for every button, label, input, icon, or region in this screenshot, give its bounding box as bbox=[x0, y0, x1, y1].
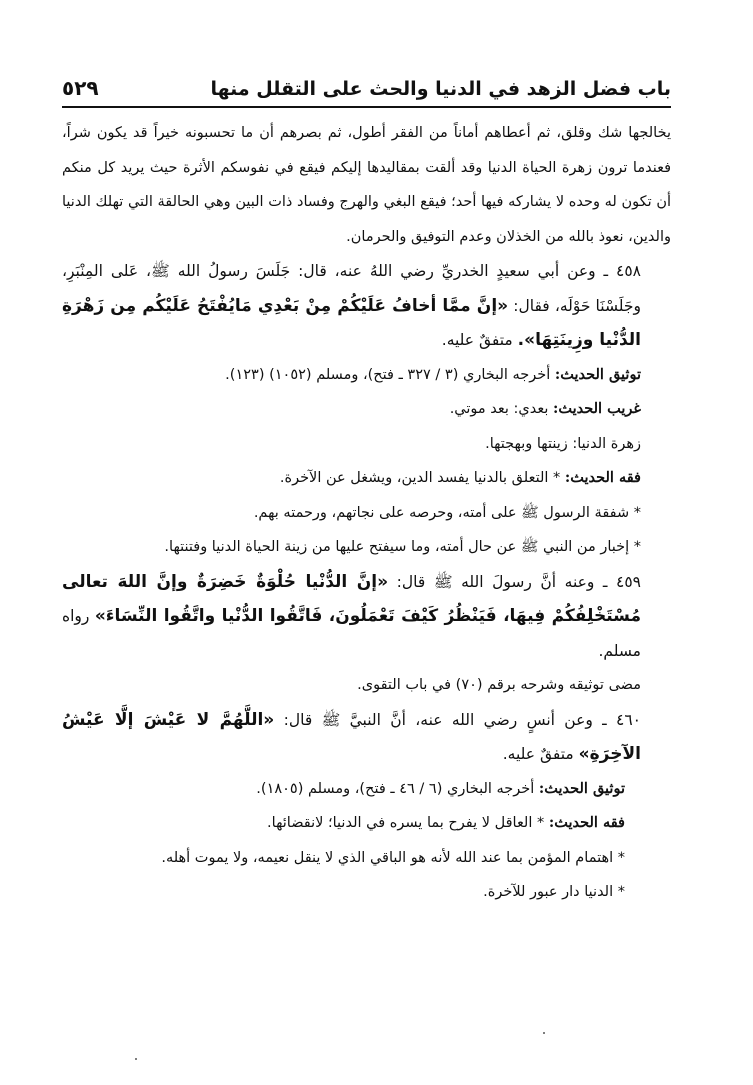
hadith-458-gharib bbox=[62, 392, 671, 427]
hadith-458-zahra: زهرة الدنيا: زينتها وبهجتها. bbox=[485, 435, 641, 452]
hadith-458-tawthiq bbox=[62, 358, 671, 393]
chapter-title: باب فضل الزهد في الدنيا والحث على التقلل منها bbox=[210, 78, 671, 100]
hadith-458-intro: ٤٥٨ ـ وعن أبي سعيدٍ الخدريِّ رضي اللهُ عنه، قال: جَلَسَ رسولُ الله ﷺ، عَلى المِنْبَرِ، وجَلَسْنَا حَوْلَه، فقال: bbox=[62, 262, 641, 315]
hadith-458-quote: «إنَّ ممَّا أخافُ عَلَيْكُمْ مِنْ بَعْدِي مَايُفْتَحُ عَلَيْكُم مِن زَهْرَةِ الدُّنْيا وزِينَتِهَا». bbox=[62, 295, 641, 350]
hadith-458-end: متفقٌ عليه. bbox=[441, 331, 513, 349]
gharib-text: بعدي: بعد موتي. bbox=[449, 401, 549, 417]
book-page bbox=[62, 66, 671, 910]
hadith-459 bbox=[62, 565, 671, 669]
hadith-460-quote: «اللَّهُمَّ لا عَيْشَ إلَّا عَيْشُ الآخِرَةِ» bbox=[62, 709, 641, 764]
tawthiq-label: توثيق الحديث: bbox=[538, 779, 625, 797]
hadith-459-note: مضى توثيقه وشرحه برقم (٧٠) في باب التقوى. bbox=[357, 677, 641, 693]
fiqh-point-2: * شفقة الرسول ﷺ على أمته، وحرصه على نجاتهم، ورحمته بهم. bbox=[253, 504, 641, 521]
hadith-460-intro: ٤٦٠ ـ وعن أنسٍ رضي الله عنه، أنَّ النبيَّ ﷺ قال: bbox=[283, 710, 641, 729]
hadith-460 bbox=[62, 703, 671, 772]
fiqh-point-3: * إخبار من النبي ﷺ عن حال أمته، وما سيفتح عليها من زينة الحياة الدنيا وفتنتها. bbox=[164, 539, 641, 555]
hadith-460-tawthiq bbox=[62, 772, 671, 807]
hadith-458 bbox=[62, 254, 671, 358]
page-body bbox=[62, 116, 671, 910]
fiqh-label: فقه الحديث: bbox=[548, 814, 625, 831]
hadith-460-fiqh bbox=[62, 806, 671, 841]
hadith-458-fiqh bbox=[62, 461, 671, 496]
gharib-label: غريب الحديث: bbox=[553, 400, 641, 417]
scan-speck bbox=[543, 1032, 545, 1034]
page-number: ٥٢٩ bbox=[62, 76, 99, 100]
scan-specks bbox=[0, 1050, 753, 1060]
fiqh-point-2: * اهتمام المؤمن بما عند الله لأنه هو الباقي الذي لا ينقل نعيمه، ولا يموت أهله. bbox=[161, 849, 625, 866]
fiqh-point-1: * التعلق بالدنيا يفسد الدين، ويشغل عن الآخرة. bbox=[279, 470, 561, 486]
hadith-460-end: متفقٌ عليه. bbox=[502, 745, 574, 763]
tawthiq-text: أخرجه البخاري (٦ / ٤٦ ـ فتح)، ومسلم (١٨٠٥). bbox=[256, 780, 535, 797]
fiqh-point-3: * الدنيا دار عبور للآخرة. bbox=[483, 884, 625, 900]
tawthiq-label: توثيق الحديث: bbox=[554, 365, 641, 383]
hadith-459-quote: «إنَّ الدُّنْيا حُلْوَةٌ خَضِرَةٌ وإنَّ اللهَ تعالى مُسْتَخْلِفُكُمْ فِيهَا، فَيَنْظُرُ كَيْفَ تَعْمَلُونَ، فَاتَّقُوا الدُّنْيا واتَّقُوا النِّسَاءَ» bbox=[62, 571, 641, 626]
intro-paragraph: يخالجها شك وقلق، ثم أعطاهم أماناً من الفقر أطول، ثم بصرهم أن ما تحسبونه خيراً قد يكون شراً، فعندما ترون زهرة الحياة الدنيا وقد ألقت بمقاليدها إليكم فيقع في نفوسكم الأثرة حيث يريد كل منكم أن تكون له وحده لا يشاركه فيها أحد؛ فيقع البغي والهرج وفساد ذات البين وهي الحالقة التي تهلك الدنيا والدين، نعوذ بالله من الخذلان وعدم التوفيق والحرمان. bbox=[62, 125, 671, 245]
scan-speck bbox=[135, 1058, 137, 1060]
hadith-459-end: رواه مسلم. bbox=[62, 607, 641, 660]
tawthiq-text: أخرجه البخاري (٣ / ٣٢٧ ـ فتح)، ومسلم (١٠٥٢) (١٢٣). bbox=[225, 366, 551, 383]
hadith-459-intro: ٤٥٩ ـ وعنه أنَّ رسولَ الله ﷺ قال: bbox=[396, 572, 641, 591]
running-header bbox=[62, 66, 671, 108]
fiqh-point-1: * العاقل لا يفرح بما يسره في الدنيا؛ لانقضائها. bbox=[267, 815, 545, 831]
fiqh-label: فقه الحديث: bbox=[564, 469, 641, 486]
